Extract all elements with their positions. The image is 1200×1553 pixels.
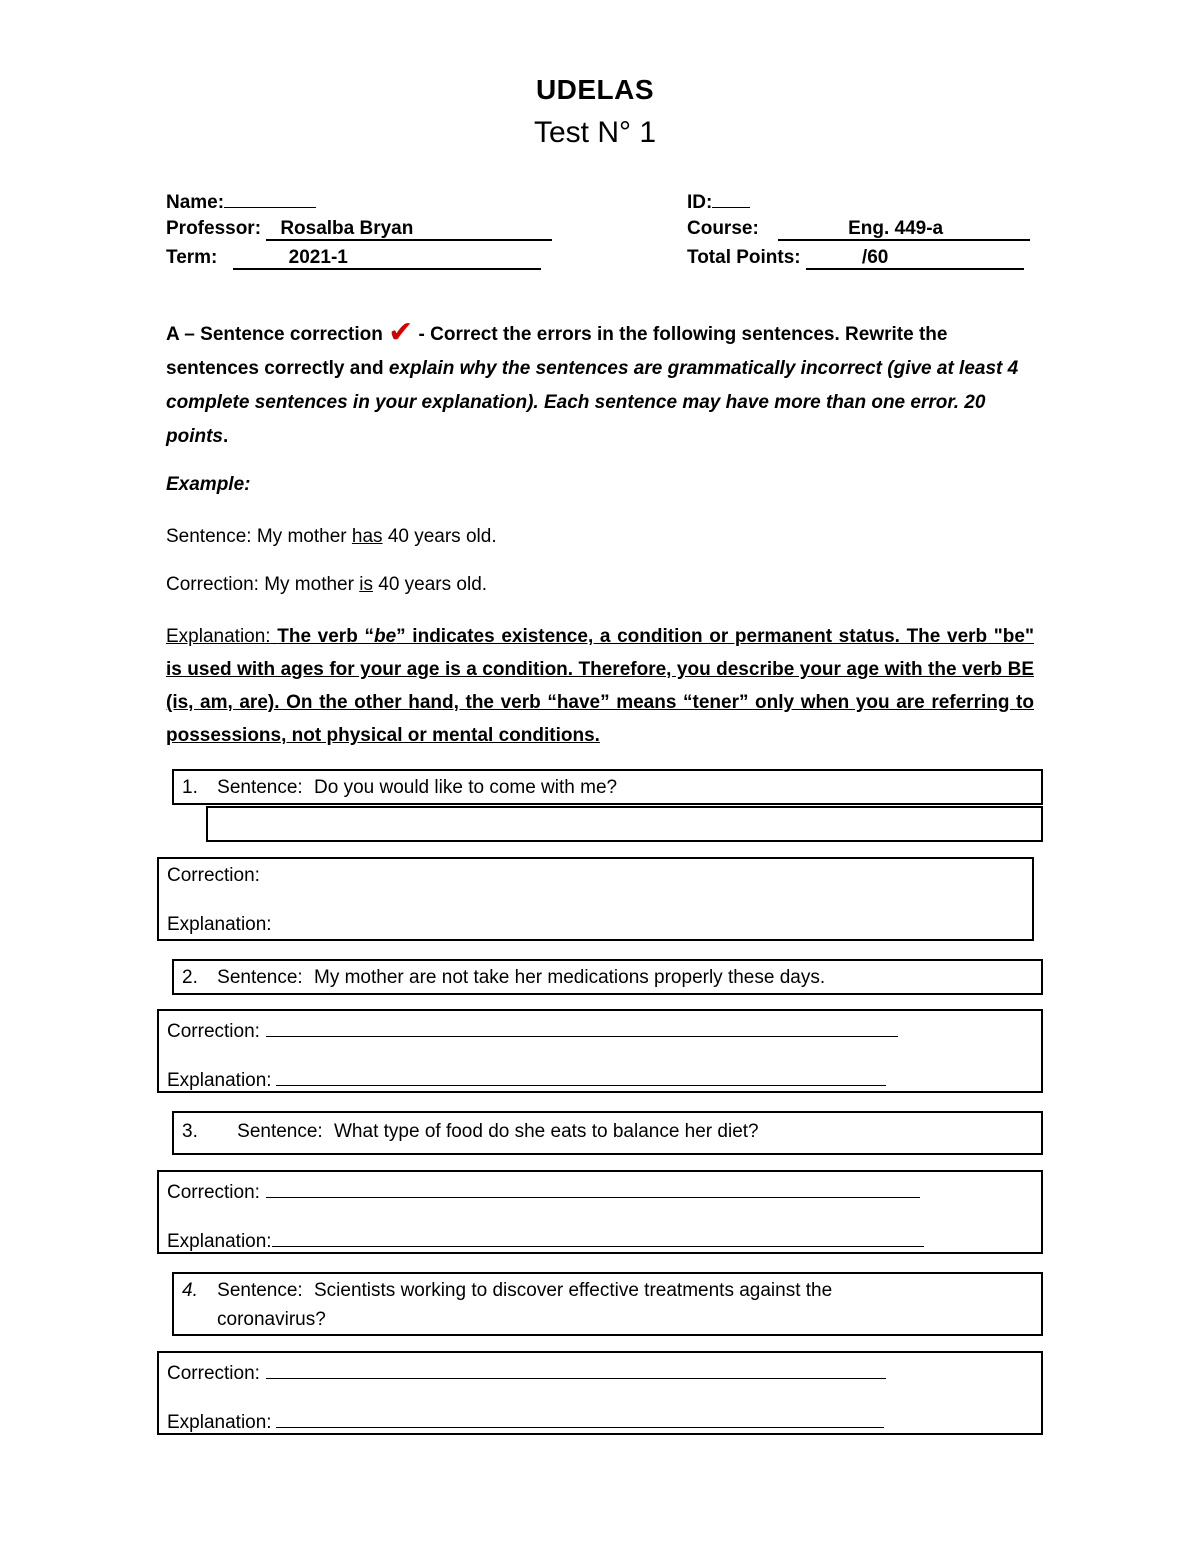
sentence-box-4 [172, 1272, 1043, 1336]
instruction-italic: explain why the sentences are grammatically incorrect (give at least 4 complete sentences in your explanation). Each sentence may have more than one error. 20 points [166, 358, 1019, 447]
sentence-box-2 [172, 959, 1043, 995]
explanation-label: Explanation: [167, 914, 272, 935]
instruction-bold: Correct the errors in the following sentences. Rewrite the sentences correctly and [166, 324, 948, 379]
explanation-blank[interactable] [276, 1409, 884, 1428]
total-points-row [687, 247, 1024, 270]
course-label: Course: [687, 218, 759, 239]
total-points-label: Total Points: [687, 247, 801, 268]
explanation-blank[interactable] [272, 1228, 924, 1247]
section-a-instructions [166, 314, 1036, 454]
answer-box-4[interactable] [157, 1351, 1043, 1435]
correction-row: Correction: [167, 1360, 886, 1385]
answer-box-3[interactable] [157, 1170, 1043, 1254]
professor-label: Professor: [166, 218, 262, 239]
term-row [166, 247, 541, 270]
example-error-word: has [351, 526, 383, 547]
correction-label: Correction: [167, 865, 260, 886]
answer-box-2[interactable] [157, 1009, 1043, 1093]
name-blank[interactable] [224, 189, 316, 208]
name-row [166, 189, 316, 214]
id-blank[interactable] [712, 189, 750, 208]
correction-blank[interactable] [266, 1360, 886, 1379]
answer-box-1[interactable] [157, 857, 1034, 941]
sentence-2: 2. Sentence: My mother are not take her medications properly these days. [182, 967, 826, 988]
term-label: Term: [166, 247, 218, 268]
institution-title: UDELAS [535, 74, 655, 105]
answer-input-1[interactable] [206, 806, 1043, 842]
section-dash: - [418, 324, 425, 345]
term-value: 2021-1 [233, 248, 541, 270]
total-points-value: /60 [806, 248, 1024, 270]
example-explanation-label: Explanation: [166, 626, 271, 647]
course-value: Eng. 449-a [778, 219, 1030, 241]
explanation-row: Explanation: [167, 1228, 924, 1253]
id-label: ID: [687, 192, 713, 213]
id-row [687, 189, 750, 214]
sentence-box-1 [172, 769, 1043, 805]
course-row [687, 218, 1030, 241]
example-explanation: Explanation: The verb “be” indicates existence, a condition or permanent status. The verb "be" is used with ages for your age is a condition. Therefore, you describe your age with the verb BE (is, am, are). On the other hand, the verb “have” means “tener” only when you are referring to possessions, not physical or mental conditions. [166, 626, 1034, 746]
professor-row [166, 218, 552, 241]
sentence-4-continued: coronavirus? [217, 1309, 326, 1330]
correction-row: Correction: [167, 1018, 898, 1043]
example-fix-word: is [359, 574, 373, 595]
checkmark-icon: ✔ [388, 316, 414, 349]
explanation-row: Explanation: [167, 1409, 884, 1434]
name-label: Name: [166, 192, 225, 213]
correction-blank[interactable] [266, 1018, 898, 1037]
correction-row: Correction: [167, 1179, 920, 1204]
sentence-3: 3. Sentence: What type of food do she eats to balance her diet? [182, 1121, 759, 1142]
correction-blank[interactable] [266, 1179, 920, 1198]
example-sentence: Sentence: My mother has 40 years old. [166, 526, 497, 547]
example-correction: Correction: My mother is 40 years old. [166, 574, 488, 595]
explanation-row: Explanation: [167, 1067, 886, 1092]
section-title: A – Sentence correction [166, 324, 383, 345]
explanation-blank[interactable] [276, 1067, 886, 1086]
example-label: Example: [166, 474, 251, 495]
sentence-1: 1. Sentence: Do you would like to come with me? [182, 777, 618, 798]
test-title: Test N° 1 [533, 116, 657, 149]
sentence-box-3 [172, 1111, 1043, 1155]
sentence-4: 4. Sentence: Scientists working to discover effective treatments against the [182, 1280, 833, 1301]
professor-value: Rosalba Bryan [266, 219, 552, 241]
instruction-period: . [223, 426, 229, 447]
